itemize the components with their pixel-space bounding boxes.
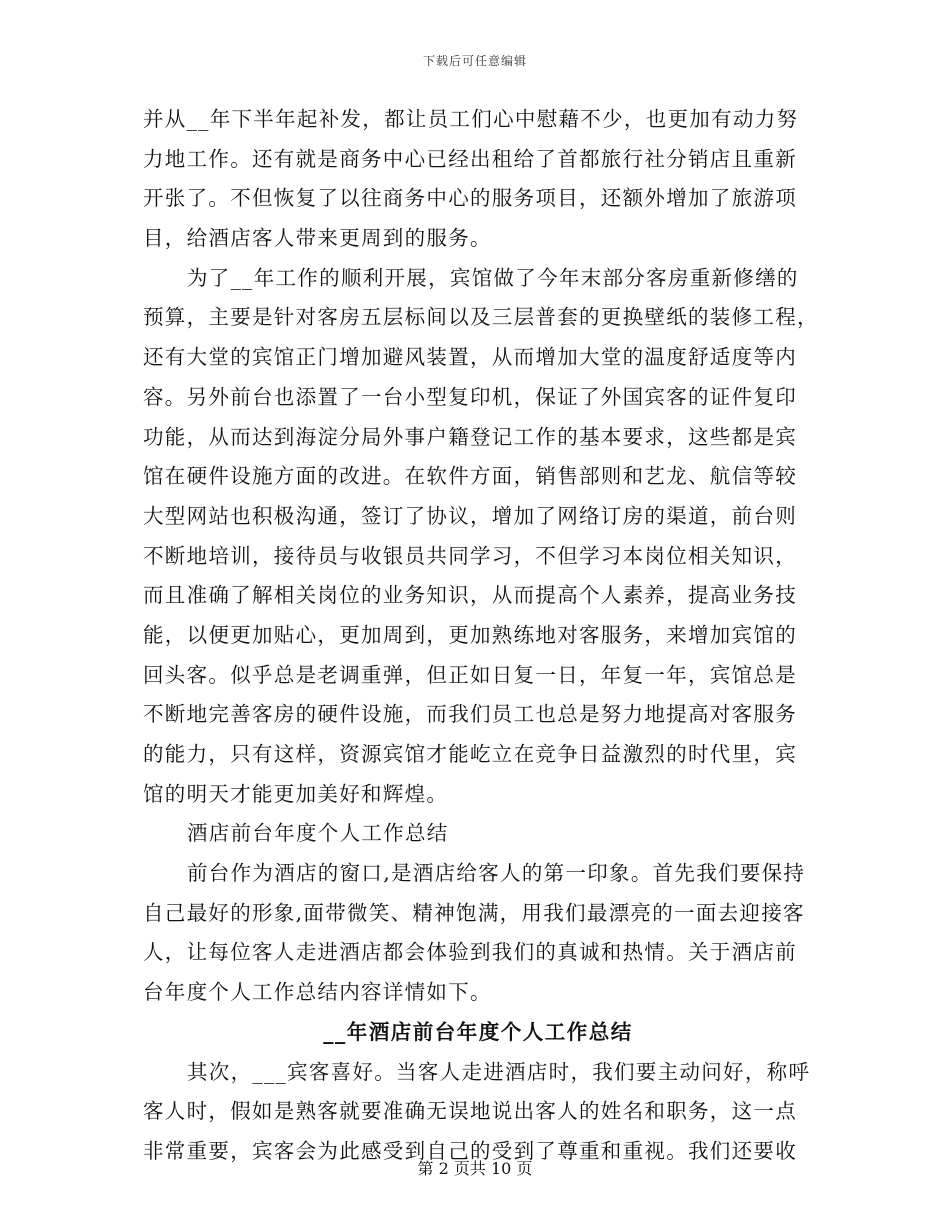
paragraph-line: 不断地完善客房的硬件设施，而我们员工也总是努力地提高对客服务 [143,702,797,727]
paragraph-line: 馆的明天才能更加美好和辉煌。 [143,781,449,806]
paragraph-line: 还有大堂的宾馆正门增加避风装置，从而增加大堂的温度舒适度等内 [143,345,797,370]
paragraph-line: 并从__年下半年起补发，都让员工们心中慰藉不少，也更加有动力努 [143,107,799,131]
document-body [143,100,819,1172]
paragraph-line: 预算，主要是针对客房五层标间以及三层普套的更换壁纸的装修工程， [143,305,819,330]
paragraph-line: 大型网站也积极沟通，签订了协议，增加了网络订房的渠道，前台则 [143,503,797,528]
section-subtitle: 酒店前台年度个人工作总结 [187,821,449,846]
paragraph-line: 不断地培训，接待员与收银员共同学习，不但学习本岗位相关知识， [143,543,797,568]
paragraph-line: 客人时，假如是熟客就要准确无误地说出客人的姓名和职务，这一点 [143,1099,797,1124]
page-header: 下载后可任意编辑 [422,54,527,68]
paragraph-line: 人，让每位客人走进酒店都会体验到我们的真诚和热情。关于酒店前 [143,940,797,965]
paragraph-line: 容。另外前台也添置了一台小型复印机，保证了外国宾客的证件复印 [143,384,797,409]
paragraph-line: 力地工作。还有就是商务中心已经出租给了首都旅行社分销店且重新 [143,146,797,171]
paragraph-line: 前台作为酒店的窗口,是酒店给客人的第一印象。首先我们要保持 [187,861,806,886]
paragraph-line: 而且准确了解相关岗位的业务知识，从而提高个人素养，提高业务技 [143,583,797,608]
section-heading: __年酒店前台年度个人工作总结 [323,1019,633,1044]
paragraph-line: 非常重要，宾客会为此感受到自己的受到了尊重和重视。我们还要收 [143,1138,797,1163]
paragraph-line: 的能力，只有这样，资源宾馆才能屹立在竞争日益激烈的时代里，宾 [143,742,797,766]
paragraph-line: 开张了。不但恢复了以往商务中心的服务项目，还额外增加了旅游项 [143,186,797,211]
paragraph-line: 目，给酒店客人带来更周到的服务。 [143,226,492,251]
paragraph-line: 能，以便更加贴心，更加周到，更加熟练地对客服务，来增加宾馆的 [143,622,797,647]
paragraph-line: 馆在硬件设施方面的改进。在软件方面，销售部则和艺龙、航信等较 [143,464,797,489]
paragraph-line: 为了__年工作的顺利开展，宾馆做了今年末部分客房重新修缮的 [187,265,799,290]
paragraph-line: 台年度个人工作总结内容详情如下。 [143,980,492,1005]
paragraph-line: 回头客。似乎总是老调重弹，但正如日复一日，年复一年，宾馆总是 [143,662,797,687]
page-number-footer: 第 2 页共 10 页 [417,1159,533,1178]
paragraph-line: 其次，___宾客喜好。当客人走进酒店时，我们要主动问好，称呼 [187,1059,811,1084]
paragraph-line: 自己最好的形象,面带微笑、精神饱满，用我们最漂亮的一面去迎接客 [143,900,805,925]
paragraph-line: 功能，从而达到海淀分局外事户籍登记工作的基本要求，这些都是宾 [143,424,797,449]
